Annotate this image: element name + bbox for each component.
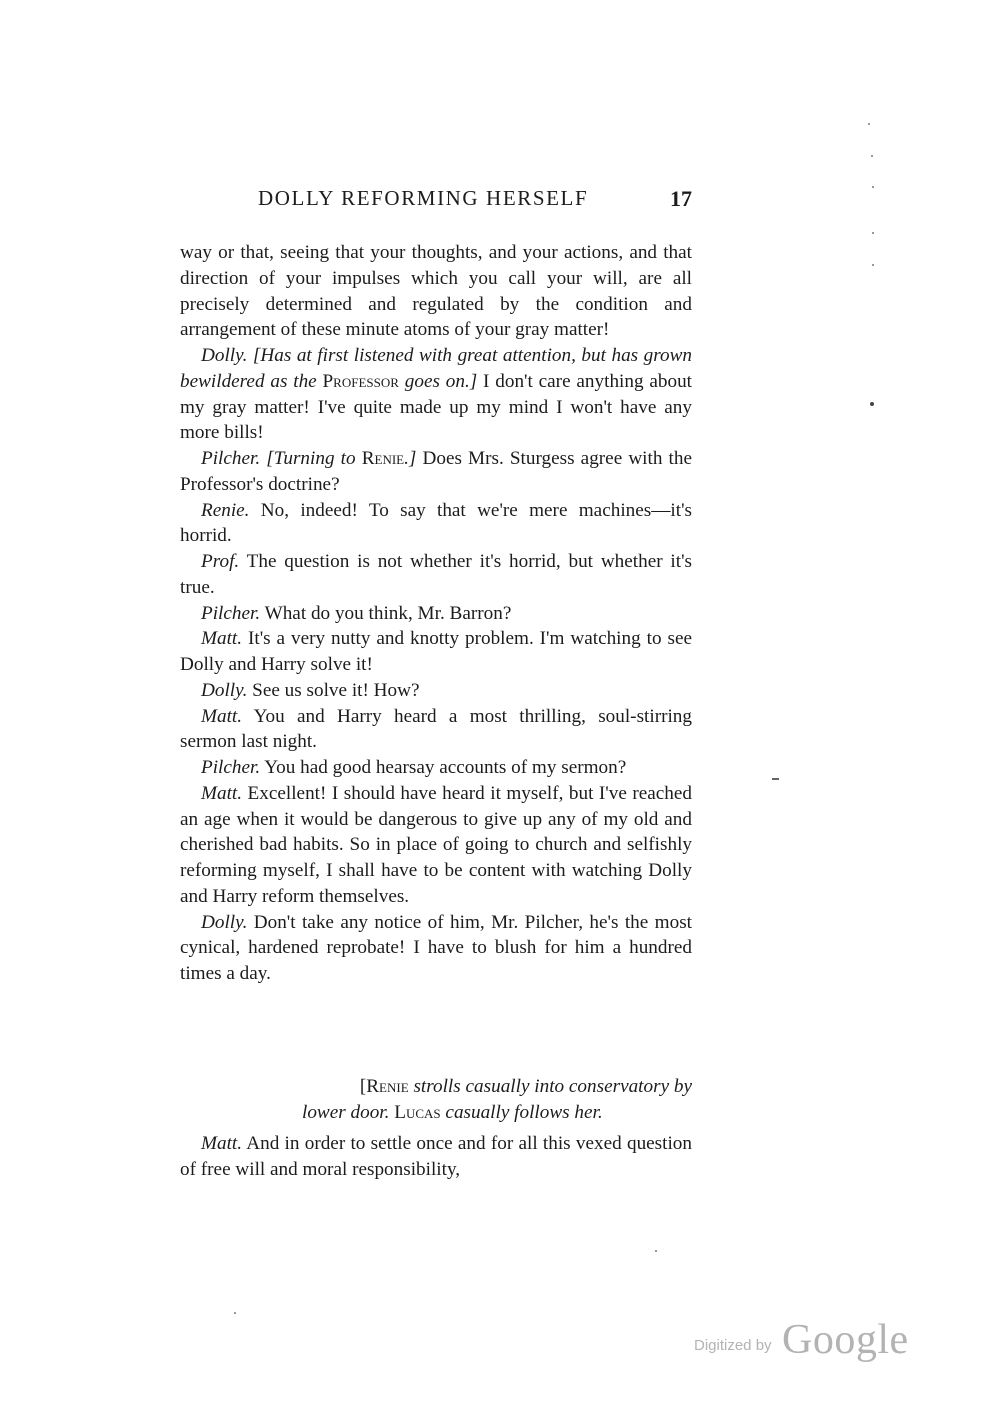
dialogue-text: What do you think, Mr. Barron?	[260, 602, 512, 624]
paragraph-matt-4	[180, 1131, 692, 1183]
speaker-name: Pilcher.	[201, 602, 261, 624]
stage-direction-text: .]	[404, 448, 417, 469]
stage-direction-block	[262, 1074, 692, 1126]
bracket: [	[359, 1076, 367, 1097]
speaker-name: Matt.	[201, 782, 243, 804]
dialogue-text: Does Mrs. Sturgess agree with the Professor's doctrine?	[180, 448, 692, 495]
dialogue-text: Don't take any notice of him, Mr. Pilcher, he's the most cynical, hardened reprobate! I have to blush for him a hundred times a day.	[180, 911, 692, 984]
paragraph-continuation: way or that, seeing that your thoughts, and your actions, and that direction of your impulses which you call your will, are all precisely determined and regulated by the condition and arrangement of these minute atoms of your gray matter!	[180, 242, 692, 341]
main-text	[180, 240, 692, 987]
dialogue-text: No, indeed! To say that we're mere machines—it's horrid.	[180, 499, 692, 547]
dialogue-text: The question is not whether it's horrid, but whether it's true.	[180, 551, 692, 598]
stage-direction-text: goes on.]	[398, 370, 478, 392]
stage-direction-text: lower door.	[302, 1102, 395, 1123]
running-head	[180, 186, 692, 216]
watermark-label: Digitized by	[694, 1337, 772, 1354]
stage-direction-text: strolls casually into conservatory by	[408, 1076, 692, 1097]
scan-speck	[872, 264, 874, 266]
paragraph-matt-1	[180, 626, 692, 678]
scan-dash	[772, 778, 779, 780]
main-text-continued	[180, 1131, 692, 1183]
running-head-title: DOLLY REFORMING HERSELF	[258, 186, 589, 210]
speaker-name: Matt.	[201, 628, 243, 650]
speaker-name: Prof.	[201, 551, 240, 572]
paragraph-dolly-2	[180, 678, 692, 704]
paragraph-prof-1	[180, 549, 692, 601]
paragraph-dolly-1	[180, 343, 692, 446]
dialogue-text: Excellent! I should have heard it myself, but I've reached an age when it would be dangerous to give up any of my old and cherished bad habits. So in place of going to church and selfishly reforming myself, I shall have to be content with watching Dolly and Harry reform themselves.	[180, 782, 692, 907]
scan-speck	[870, 402, 874, 406]
stage-direction-text: [Turning to	[266, 448, 362, 469]
scan-speck	[872, 186, 874, 188]
speaker-name: Renie.	[201, 499, 250, 521]
dialogue-text: I don't care anything about my gray matter! I've quite made up my mind I won't have any more bills!	[180, 370, 693, 444]
paragraph-dolly-3	[180, 910, 692, 987]
page-number: 17	[670, 186, 692, 211]
paragraph-pilcher-1	[180, 446, 692, 498]
paragraph-matt-2	[180, 704, 692, 756]
stage-direction	[266, 448, 416, 469]
scan-speck	[871, 155, 873, 157]
speaker-name: Dolly.	[201, 679, 248, 701]
paragraph-pilcher-3	[180, 755, 692, 781]
stage-direction-text: [Has at first listened with great attention, but has grown bewildered as the	[180, 345, 693, 392]
stage-direction-character: Renie	[366, 1076, 409, 1097]
google-logo: Google	[782, 1317, 909, 1363]
dialogue-text: You had good hearsay accounts of my sermon?	[260, 757, 627, 778]
stage-direction-character: Professor	[322, 370, 399, 392]
stage-direction-character: Renie	[361, 448, 405, 469]
paragraph-renie-1	[180, 498, 692, 550]
speaker-name: Matt.	[201, 705, 243, 727]
speaker-name: Pilcher.	[201, 448, 261, 469]
stage-direction-text: casually follows her.	[440, 1102, 603, 1123]
scan-speck	[868, 123, 870, 125]
speaker-name: Pilcher.	[201, 757, 261, 778]
scan-speck	[655, 1250, 657, 1252]
speaker-name: Matt.	[201, 1133, 243, 1154]
paragraph-pilcher-2	[180, 601, 692, 627]
stage-direction-line	[262, 1074, 692, 1100]
stage-direction-character: Lucas	[394, 1102, 441, 1123]
dialogue-text: And in order to settle once and for all this vexed question of free will and moral responsibility,	[180, 1133, 692, 1180]
speaker-name: Dolly.	[201, 911, 248, 933]
dialogue-text: It's a very nutty and knotty problem. I'm watching to see Dolly and Harry solve it!	[180, 628, 692, 675]
scan-speck	[234, 1312, 236, 1314]
stage-direction-line	[262, 1100, 692, 1126]
dialogue-text: You and Harry heard a most thrilling, soul-stirring sermon last night.	[180, 705, 692, 753]
speaker-name: Dolly.	[201, 345, 248, 366]
dialogue-text: See us solve it! How?	[247, 679, 420, 701]
paragraph-matt-3	[180, 781, 692, 910]
scan-speck	[872, 232, 874, 234]
